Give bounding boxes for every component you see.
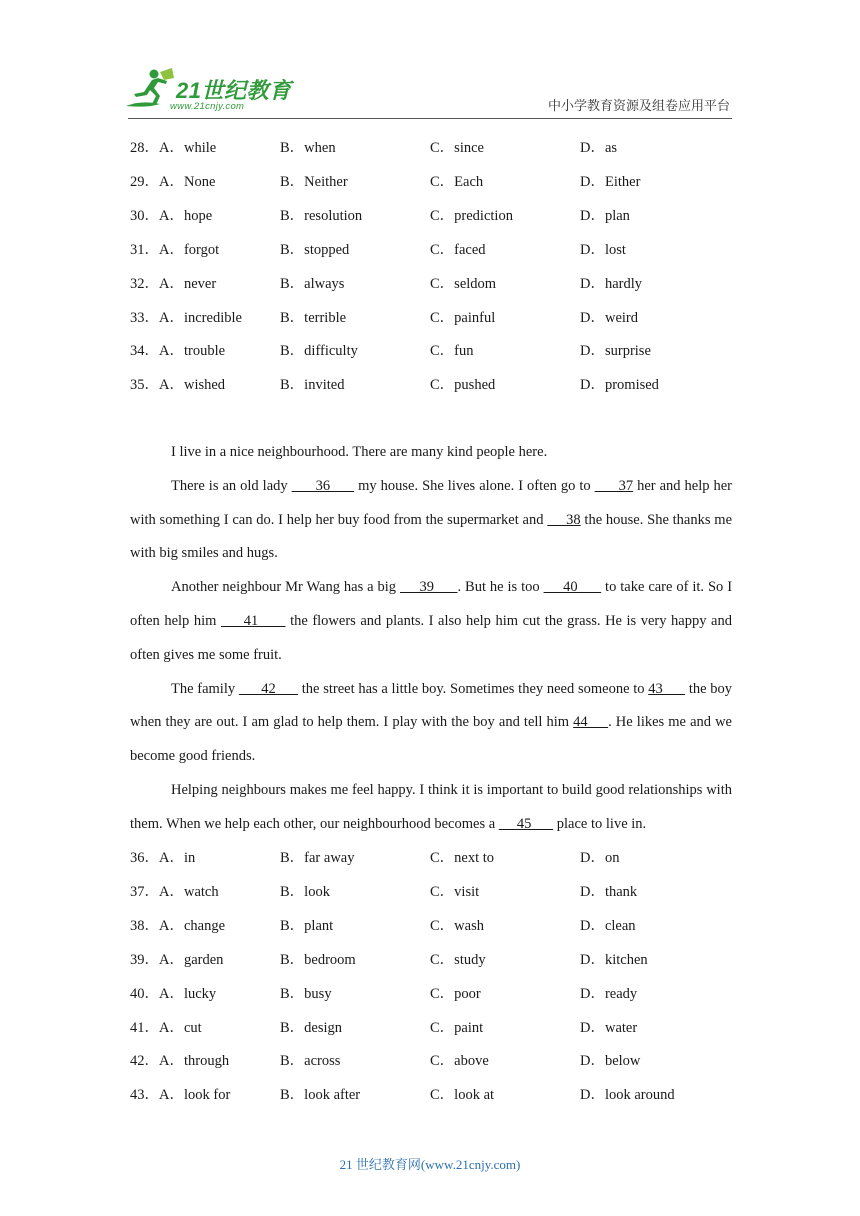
option-d: D．below — [580, 1053, 641, 1070]
question-row-33 — [130, 299, 740, 333]
option-d: D．as — [580, 140, 618, 157]
option-d: D．on — [580, 850, 620, 867]
option-a: A．cut — [159, 1019, 202, 1036]
option-a: A．forgot — [159, 241, 220, 258]
option-d: D．look around — [580, 1087, 675, 1104]
option-b: B．look — [280, 884, 330, 901]
option-c: C．next to — [430, 850, 495, 867]
option-d: D．ready — [580, 985, 638, 1002]
blank-41: 41 — [220, 612, 286, 629]
question-list-top — [130, 130, 740, 401]
option-c: C．faced — [430, 241, 486, 258]
option-a: A．hope — [159, 208, 213, 225]
question-number: 29． — [130, 174, 159, 191]
option-d: D．surprise — [580, 343, 651, 360]
passage-text: place to live in. — [553, 815, 647, 832]
option-a: A．through — [159, 1053, 230, 1070]
option-d: D．weird — [580, 309, 638, 326]
option-c: C．prediction — [430, 208, 513, 225]
option-b: B．plant — [280, 918, 334, 935]
platform-title: 中小学教育资源及组卷应用平台 — [547, 98, 730, 113]
question-row-41 — [130, 1009, 740, 1043]
passage-paragraph-4 — [130, 673, 732, 774]
question-number: 37． — [130, 884, 159, 901]
option-a: A．never — [159, 275, 217, 292]
option-c: C．seldom — [430, 275, 497, 292]
question-row-36 — [130, 840, 740, 874]
question-number: 30． — [130, 208, 159, 225]
passage-text: my house. She lives alone. I often go to — [354, 477, 595, 494]
passage-text: her and help her with something I can do. I help her buy food from the supermarket and — [130, 477, 733, 528]
passage-text: the flowers and plants. I also help him cut the grass. He is very happy and often gives me some fruit. — [130, 612, 732, 663]
question-number: 32． — [130, 275, 159, 292]
option-b: B．look after — [280, 1087, 361, 1104]
passage-text: . But he is too — [457, 579, 544, 596]
question-row-29 — [130, 164, 740, 198]
option-b: B．terrible — [280, 309, 347, 326]
option-d: D．hardly — [580, 275, 643, 292]
option-c: C．paint — [430, 1019, 484, 1036]
option-a: A．while — [159, 140, 217, 157]
option-a: A．in — [159, 850, 196, 867]
question-row-31 — [130, 232, 740, 266]
question-number: 33． — [130, 309, 159, 326]
passage-text: the boy when they are out. I am glad to help them. I play with the boy and tell him — [130, 680, 733, 731]
blank-43: 43 — [648, 680, 686, 697]
question-row-30 — [130, 198, 740, 232]
option-b: B．busy — [280, 985, 332, 1002]
header-divider — [128, 118, 732, 119]
question-row-38 — [130, 908, 740, 942]
logo — [122, 66, 292, 116]
option-d: D．clean — [580, 918, 636, 935]
blank-40: 40 — [543, 579, 602, 596]
question-row-40 — [130, 975, 740, 1009]
option-c: C．pushed — [430, 377, 496, 394]
blank-44: 44 — [573, 714, 609, 731]
option-b: B．difficulty — [280, 343, 358, 360]
question-row-37 — [130, 874, 740, 908]
blank-36: 36 — [291, 477, 355, 494]
passage-text: Helping neighbours makes me feel happy. I think it is important to build good relationships with them. When we help each other, our neighbourhood becomes a — [130, 781, 732, 832]
option-b: B．resolution — [280, 208, 363, 225]
option-c: C．above — [430, 1053, 489, 1070]
question-number: 39． — [130, 951, 159, 968]
option-b: B．design — [280, 1019, 343, 1036]
option-d: D．water — [580, 1019, 638, 1036]
logo-text: 21世纪教育 — [176, 78, 292, 103]
question-number: 36． — [130, 850, 159, 867]
option-d: D．Either — [580, 174, 641, 191]
option-a: A．look for — [159, 1087, 231, 1104]
option-b: B．bedroom — [280, 951, 356, 968]
option-b: B．when — [280, 140, 336, 157]
passage-text: The family — [171, 680, 239, 697]
blank-37: 37 — [594, 477, 634, 494]
question-number: 43． — [130, 1087, 159, 1104]
passage-text: the house. She thanks me with big smiles and hugs. — [130, 511, 733, 562]
option-d: D．thank — [580, 884, 638, 901]
option-a: A．garden — [159, 951, 224, 968]
question-list-bottom — [130, 840, 740, 1111]
question-row-34 — [130, 333, 740, 367]
blank-38: 38 — [547, 511, 581, 528]
option-c: C．look at — [430, 1087, 495, 1104]
option-c: C．since — [430, 140, 484, 157]
option-b: B．invited — [280, 377, 345, 394]
option-b: B．stopped — [280, 241, 350, 258]
logo-url: www.21cnjy.com — [170, 101, 245, 112]
question-number: 40． — [130, 985, 159, 1002]
question-row-32 — [130, 265, 740, 299]
option-b: B．across — [280, 1053, 341, 1070]
question-number: 35． — [130, 377, 159, 394]
option-a: A．wished — [159, 377, 226, 394]
question-number: 41． — [130, 1019, 159, 1036]
page-header — [0, 0, 860, 120]
option-c: C．Each — [430, 174, 484, 191]
question-row-35 — [130, 367, 740, 401]
option-b: B．far away — [280, 850, 355, 867]
question-row-39 — [130, 942, 740, 976]
blank-45: 45 — [498, 815, 554, 832]
question-row-42 — [130, 1043, 740, 1077]
option-c: C．poor — [430, 985, 481, 1002]
passage-text: There is an old lady — [171, 477, 292, 494]
option-c: C．painful — [430, 309, 496, 326]
option-c: C．wash — [430, 918, 484, 935]
question-number: 38． — [130, 918, 159, 935]
option-a: A．None — [159, 174, 216, 191]
page-footer[interactable]: 21 世纪教育网(www.21cnjy.com) — [339, 1157, 521, 1172]
question-row-28 — [130, 130, 740, 164]
passage-text: to take care of it. So I often help him — [130, 579, 733, 629]
option-a: A．trouble — [159, 343, 226, 360]
option-b: B．always — [280, 275, 345, 292]
option-a: A．lucky — [159, 985, 217, 1002]
blank-39: 39 — [399, 579, 458, 596]
passage-paragraph-2 — [130, 470, 732, 571]
passage-paragraph-5 — [130, 774, 732, 842]
question-number: 31． — [130, 241, 159, 258]
option-b: B．Neither — [280, 174, 348, 191]
passage-paragraph-1 — [130, 436, 732, 470]
option-a: A．incredible — [159, 309, 242, 326]
passage-paragraph-3 — [130, 571, 732, 672]
option-d: D．lost — [580, 241, 626, 258]
passage-text: Another neighbour Mr Wang has a big — [171, 579, 400, 596]
passage-text: I live in a nice neighbourhood. There are many kind people here. — [171, 444, 548, 460]
option-c: C．visit — [430, 884, 480, 901]
option-d: D．kitchen — [580, 951, 648, 968]
question-number: 34． — [130, 343, 159, 360]
option-c: C．study — [430, 951, 486, 968]
option-d: D．plan — [580, 208, 630, 225]
passage-text: . He likes me and we become good friends. — [130, 714, 732, 765]
question-number: 42． — [130, 1053, 159, 1070]
blank-42: 42 — [238, 680, 299, 697]
option-d: D．promised — [580, 377, 659, 394]
passage-text: the street has a little boy. Sometimes they need someone to — [298, 680, 649, 697]
option-a: A．watch — [159, 884, 219, 901]
option-c: C．fun — [430, 343, 474, 360]
question-row-43 — [130, 1077, 740, 1111]
question-number: 28． — [130, 140, 159, 157]
option-a: A．change — [159, 918, 226, 935]
reading-passage — [130, 436, 732, 842]
